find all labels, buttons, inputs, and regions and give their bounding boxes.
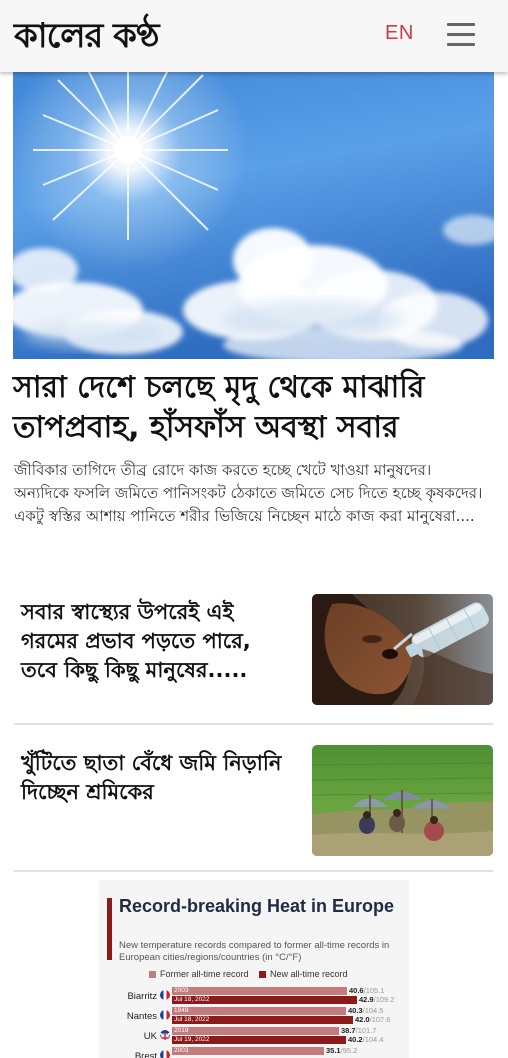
value-former: 35.1/95.2: [326, 1046, 358, 1055]
story-headline[interactable]: সবার স্বাস্থ্যের উপরেই এই গরমের প্রভাব পড়তে পারে, তবে কিছু কিছু মানুষের.....: [21, 600, 251, 682]
infographic-row: [99, 1046, 409, 1058]
row-city: Brest: [134, 1051, 157, 1058]
bar-new: Jul 18, 2022: [172, 1016, 353, 1024]
legend-swatch-new: [259, 971, 266, 978]
value-former: 40.6/105.1: [349, 986, 385, 995]
row-city: UK: [143, 1031, 157, 1042]
bar-new: Jul 19, 2022: [172, 1036, 346, 1044]
legend-new: New all-time record: [270, 969, 348, 979]
bar-former: 2003: [172, 1047, 324, 1055]
uk-flag-icon: [160, 1030, 170, 1040]
value-new: 40.2/104.4: [348, 1035, 384, 1044]
row-city: Nantes: [126, 1011, 157, 1022]
heat-records-infographic[interactable]: [99, 880, 409, 1058]
infographic-title: Record-breaking Heat in Europe: [119, 896, 395, 916]
value-former: 38.7/101.7: [341, 1026, 377, 1035]
france-flag-icon: [160, 1050, 170, 1058]
language-toggle-en[interactable]: EN: [385, 22, 414, 44]
bar-former: 2003: [172, 987, 347, 995]
bar-former: 2019: [172, 1027, 339, 1035]
infographic-accent-bar: [107, 898, 112, 960]
legend-former: Former all-time record: [160, 969, 249, 979]
value-new: 42.9/109.2: [359, 995, 395, 1004]
infographic-legend: [149, 969, 348, 979]
site-header: [0, 0, 508, 72]
infographic-row: [99, 1006, 409, 1026]
value-former: 40.3/104.5: [348, 1006, 384, 1015]
hero-summary: জীবিকার তাগিদে তীব্র রোদে কাজ করতে হচ্ছে খেটে খাওয়া মানুষদের। অন্যদিকে ফসলি জমিতে পানিসংকট ঠেকাতে জমিতে সেচ দিতে হচ্ছে কৃষকদের। একটু স্বস্তির আশায় পানিতে শরীর ভিজিয়ে নিচ্ছেন মাঠে কাজ করা মানুষেরা....: [14, 461, 483, 525]
france-flag-icon: [160, 1010, 170, 1020]
story-image-workers-umbrellas[interactable]: [312, 745, 493, 856]
infographic-subtitle: New temperature records compared to former all-time records in European cities/regions/countries (in °C/°F): [119, 940, 390, 963]
legend-swatch-former: [149, 971, 156, 978]
story-headline[interactable]: খুঁটিতে ছাতা বেঁধে জমি নিড়ানি দিচ্ছেন শ্রমিকের: [21, 751, 282, 804]
infographic-row: [99, 986, 409, 1006]
bar-former: 1949: [172, 1007, 346, 1015]
divider: [14, 870, 493, 872]
value-new: 42.0/107.6: [355, 1015, 391, 1024]
infographic-row: [99, 1026, 409, 1046]
bar-new: Jul 18, 2022: [172, 996, 357, 1004]
row-city: Biarritz: [127, 991, 157, 1002]
france-flag-icon: [160, 990, 170, 1000]
hamburger-menu-icon[interactable]: [447, 22, 475, 46]
story-image-man-drinking-water[interactable]: [312, 594, 493, 705]
hero-headline[interactable]: সারা দেশে চলছে মৃদু থেকে মাঝারি তাপপ্রবাহ, হাঁসফাঁস অবস্থা সবার: [13, 370, 425, 445]
site-logo[interactable]: কালের কণ্ঠ: [14, 16, 159, 56]
divider: [14, 723, 493, 725]
hero-image[interactable]: [13, 70, 494, 359]
